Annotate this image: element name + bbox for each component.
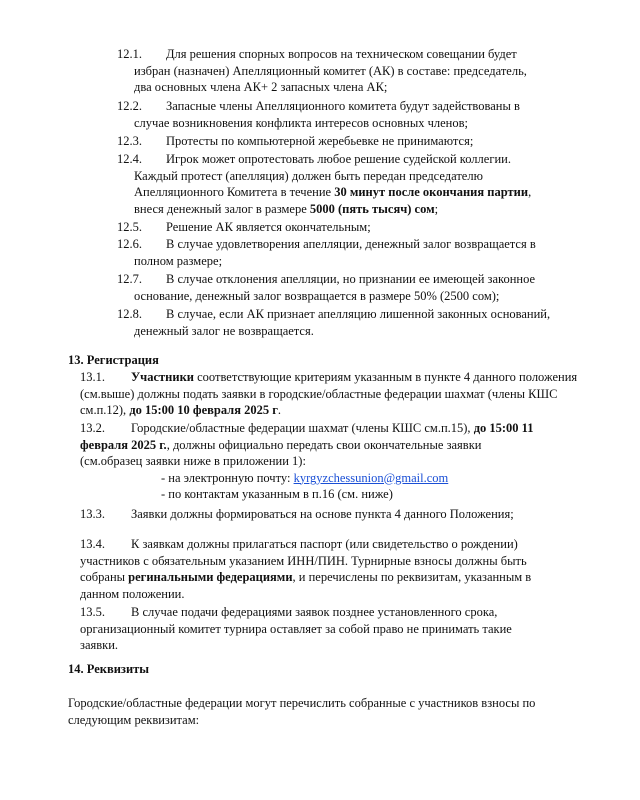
section-heading-requisites: 14. Реквизиты bbox=[68, 662, 150, 676]
item-text: заявки. bbox=[80, 638, 119, 652]
item-text: два основных члена АК+ 2 запасных члена АК; bbox=[134, 80, 388, 94]
item-text: внеся денежный залог в размере 5000 (пять тысяч) сом; bbox=[134, 201, 439, 216]
item-number: 12.4. bbox=[117, 152, 142, 166]
item-text: Протесты по компьютерной жеребьевке не принимаются; bbox=[166, 134, 474, 148]
item-number: 12.6. bbox=[117, 237, 142, 251]
item-number: 13.3. bbox=[80, 507, 105, 521]
application-deadline: до 15:00 10 февраля 2025 г bbox=[129, 403, 278, 417]
item-number: 12.8. bbox=[117, 307, 142, 321]
item-number: 12.7. bbox=[117, 272, 142, 286]
list-item-12-3 bbox=[117, 133, 473, 150]
item-text: (см.выше) должны подать заявки в городские/областные федерации шахмат (члены КШС bbox=[80, 386, 558, 401]
item-number: 12.2. bbox=[117, 99, 142, 113]
list-item-12-8 bbox=[117, 306, 550, 339]
list-item-12-4 bbox=[117, 151, 531, 217]
item-number: 13.1. bbox=[80, 370, 105, 384]
deposit-amount: 5000 (пять тысяч) сом bbox=[309, 201, 435, 216]
regional-federations: регинальными федерациями bbox=[128, 570, 293, 584]
item-text: полном размере; bbox=[134, 253, 223, 268]
federation-deadline: до 15:00 11 bbox=[473, 421, 534, 435]
item-number: 12.3. bbox=[117, 134, 142, 148]
item-text: В случае, если АК признает апелляцию лишенной законных оснований, bbox=[166, 307, 551, 321]
list-item-13-3 bbox=[80, 506, 514, 523]
list-item-13-2 bbox=[80, 420, 533, 503]
item-text: В случае отклонения апелляции, но признании ее имеющей законное bbox=[166, 272, 536, 286]
item-text: данном положении. bbox=[80, 586, 185, 601]
item-text: Городские/областные федерации шахмат (члены КШС см.п.15), до 15:00 11 bbox=[131, 421, 534, 435]
item-text: избран (назначен) Апелляционный комитет (АК) в составе: председатель, bbox=[134, 63, 527, 78]
item-text: собраны регинальными федерациями, и перечислены по реквизитам, указанным в bbox=[80, 570, 532, 584]
list-item-12-6 bbox=[117, 236, 536, 269]
email-line: - на электронную почту: kyrgyzchessunion@gmail.com bbox=[161, 470, 449, 485]
protest-deadline: 30 минут после окончания партии bbox=[334, 185, 529, 199]
item-text: Участники соответствующие критериям указанным в пункте 4 данного положения bbox=[131, 370, 578, 384]
item-number: 13.5. bbox=[80, 605, 105, 619]
item-text: В случае удовлетворения апелляции, денежный залог возвращается в bbox=[166, 237, 536, 251]
participants-label: Участники bbox=[131, 370, 194, 384]
item-text: участников с обязательным указанием ИНН/ПИН. Турнирные взносы должны быть bbox=[80, 553, 527, 568]
item-text: Игрок может опротестовать любое решение судейской коллегии. bbox=[166, 152, 511, 166]
item-text: Каждый протест (апелляция) должен быть передан председателю bbox=[134, 168, 483, 183]
section-heading-registration: 13. Регистрация bbox=[68, 353, 159, 367]
item-text: денежный залог не возвращается. bbox=[134, 323, 314, 338]
item-text: Запасные члены Апелляционного комитета будут задействованы в bbox=[166, 99, 520, 113]
item-text: (см.образец заявки ниже в приложении 1): bbox=[80, 454, 306, 468]
paragraph-line: Городские/областные федерации могут перечислить собранные с участников взносы по bbox=[68, 696, 536, 710]
item-text: основание, денежный залог возвращается в размере 50% (2500 сом); bbox=[134, 288, 500, 303]
list-item-12-2 bbox=[117, 98, 520, 131]
list-item-13-5 bbox=[80, 604, 512, 654]
item-number: 12.1. bbox=[117, 47, 142, 61]
item-text: см.п.12), до 15:00 10 февраля 2025 г. bbox=[80, 403, 282, 417]
item-text: Апелляционного Комитета в течение 30 минут после окончания партии, bbox=[134, 185, 532, 199]
email-link[interactable]: kyrgyzchessunion@gmail.com bbox=[293, 470, 449, 485]
list-item-13-4 bbox=[80, 536, 531, 602]
list-item-12-5 bbox=[117, 219, 371, 236]
item-text: Для решения спорных вопросов на техническом совещании будет bbox=[166, 47, 517, 61]
item-text: случае возникновения конфликта интересов основных членов; bbox=[134, 115, 468, 130]
item-text: В случае подачи федерациями заявок позднее установленного срока, bbox=[131, 605, 498, 619]
contacts-line: - по контактам указанным в п.16 (см. ниже) bbox=[161, 487, 393, 501]
item-number: 13.4. bbox=[80, 537, 105, 551]
item-text: Заявки должны формироваться на основе пункта 4 данного Положения; bbox=[131, 507, 514, 521]
list-item-12-1 bbox=[117, 46, 527, 96]
paragraph-line: следующим реквизитам: bbox=[68, 712, 200, 727]
list-item-12-7 bbox=[117, 271, 535, 304]
item-text: К заявкам должны прилагаться паспорт (или свидетельство о рождении) bbox=[131, 537, 518, 551]
item-text: февраля 2025 г., должны официально передать свои окончательные заявки bbox=[80, 437, 482, 452]
item-number: 13.2. bbox=[80, 421, 105, 435]
item-number: 12.5. bbox=[117, 220, 142, 234]
item-text: Решение АК является окончательным; bbox=[166, 220, 371, 234]
requisites-paragraph bbox=[68, 695, 535, 728]
list-item-13-1 bbox=[80, 369, 577, 419]
item-text: организационный комитет турнира оставляет за собой право не принимать такие bbox=[80, 621, 512, 636]
